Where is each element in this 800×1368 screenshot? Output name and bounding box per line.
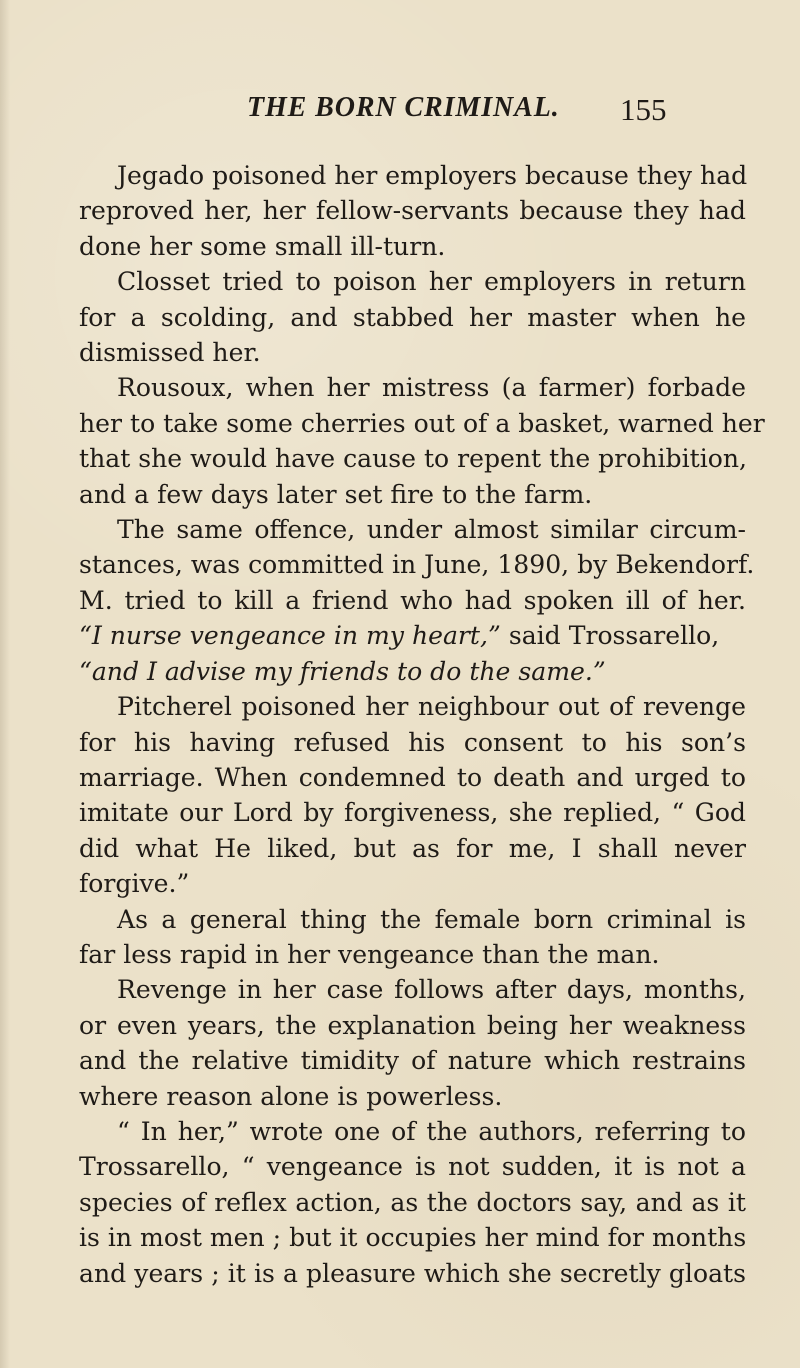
text-line: dismissed her. [79, 338, 261, 368]
text-line: The same offence, under almost similar circum- [117, 515, 746, 545]
text-line: “ In her,” wrote one of the authors, referring to [117, 1116, 746, 1146]
text-line: for his having refused his consent to his son’s [79, 727, 746, 757]
text-line: and years ; it is a pleasure which she secretly gloats [79, 1258, 746, 1288]
text-line: and the relative timidity of nature which restrains [79, 1046, 746, 1076]
page-number: 155 [620, 92, 667, 127]
body-text [79, 158, 765, 1291]
text-line: Rousoux, when her mistress (a farmer) forbade [117, 373, 746, 403]
text-line: As a general thing the female born criminal is [117, 904, 746, 934]
text-line: or even years, the explanation being her weakness [79, 1010, 746, 1040]
text-fragment: said Trossarello, [508, 621, 720, 651]
text-line: did what He liked, but as for me, I shall never [79, 833, 746, 863]
text-line: Revenge in her case follows after days, months, [117, 975, 746, 1005]
text-line: forgive.” [79, 869, 190, 899]
text-line: reproved her, her fellow-servants because they had [79, 196, 746, 226]
text-line: Closset tried to poison her employers in return [117, 267, 746, 297]
page-header [0, 94, 800, 138]
mixed-style-line [79, 618, 746, 653]
text-line: stances, was committed in June, 1890, by Bekendorf. [79, 550, 755, 580]
text-line: that she would have cause to repent the prohibition, [79, 444, 747, 474]
text-line: and a few days later set fire to the farm. [79, 479, 593, 509]
text-line: Pitcherel poisoned her neighbour out of revenge [117, 692, 746, 722]
text-line: is in most men ; but it occupies her mind for months [79, 1223, 747, 1253]
running-head-title: THE BORN CRIMINAL. [247, 92, 560, 123]
italic-quote: “I nurse vengeance in my heart,” [79, 621, 501, 651]
text-line: where reason alone is powerless. [79, 1081, 503, 1111]
text-line: imitate our Lord by forgiveness, she replied, “ God [79, 798, 746, 828]
text-line: M. tried to kill a friend who had spoken ill of her. [79, 585, 746, 615]
text-line: Jegado poisoned her employers because they had [117, 161, 748, 190]
text-line: species of reflex action, as the doctors say, and as it [79, 1187, 746, 1217]
page-edge-shadow [0, 0, 10, 1368]
text-line: done her some small ill-turn. [79, 231, 446, 261]
italic-line: “and I advise my friends to do the same.” [79, 656, 606, 686]
text-line: her to take some cherries out of a basket, warned her [79, 408, 765, 438]
text-line: marriage. When condemned to death and urged to [79, 762, 746, 792]
text-line: far less rapid in her vengeance than the man. [79, 939, 660, 969]
text-line: for a scolding, and stabbed her master when he [79, 302, 746, 332]
text-line: Trossarello, “ vengeance is not sudden, it is not a [79, 1152, 746, 1182]
